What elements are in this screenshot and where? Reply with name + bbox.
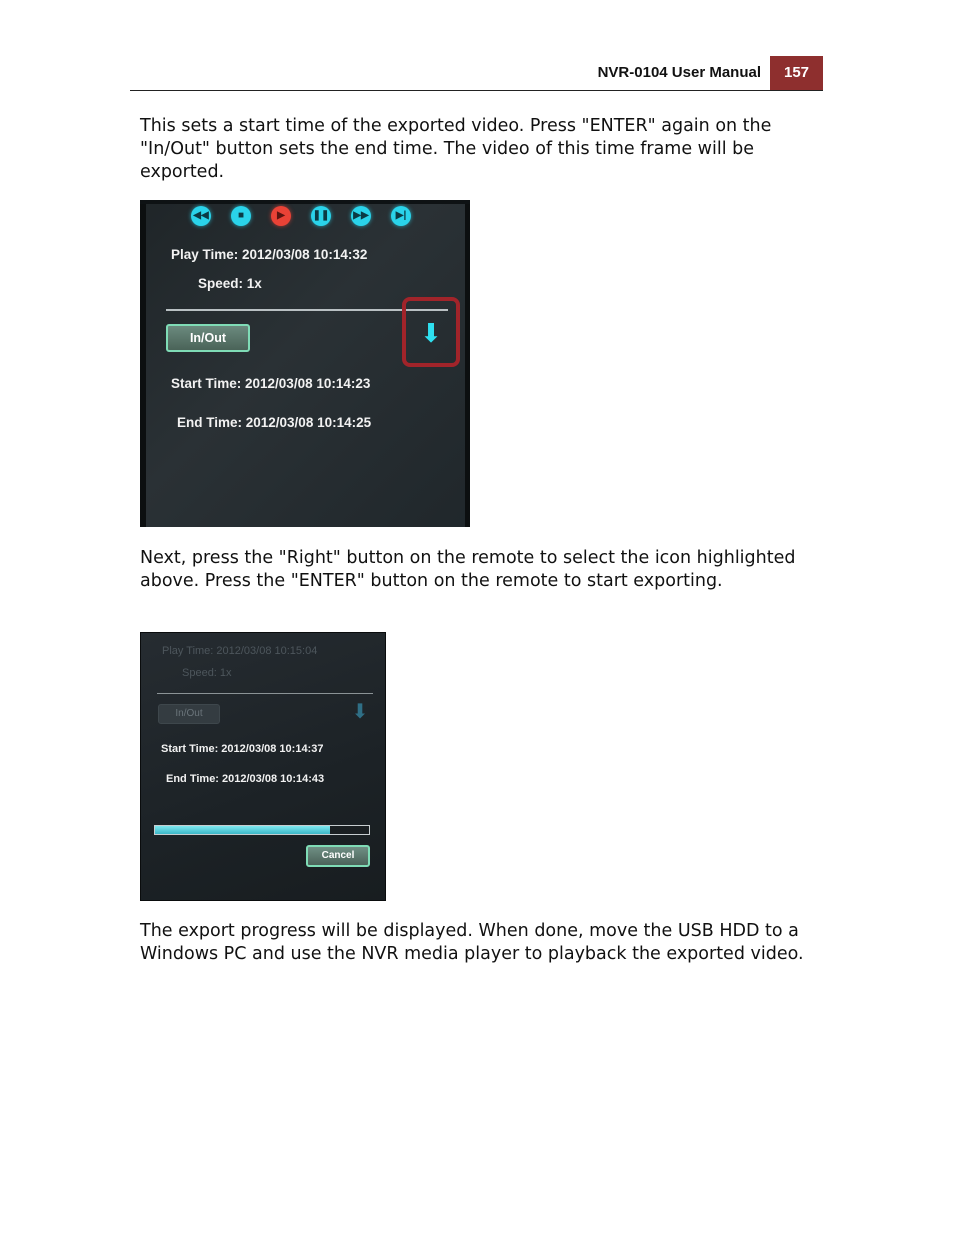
in-out-button-disabled[interactable]: In/Out: [158, 704, 220, 724]
photo-frame-right: [465, 200, 470, 527]
export-progress-fill: [155, 826, 330, 834]
panel-divider: [157, 693, 373, 694]
screenshot-export-setup: [140, 200, 470, 527]
page-number-badge: 157: [770, 56, 823, 90]
fast-forward-icon[interactable]: ▶▶: [351, 206, 371, 226]
rewind-icon[interactable]: ◀◀: [191, 206, 211, 226]
header-rule: [130, 90, 823, 91]
export-download-icon[interactable]: ⬇: [420, 318, 442, 348]
start-time-label: Start Time: 2012/03/08 10:14:37: [161, 743, 324, 755]
paragraph-export-done: The export progress will be displayed. When done, move the USB HDD to a Windows PC and use the NVR media player to playback the exported video.: [140, 921, 804, 964]
manual-title: NVR-0104 User Manual: [597, 64, 761, 81]
start-time-label: Start Time: 2012/03/08 10:14:23: [171, 376, 371, 391]
end-time-label: End Time: 2012/03/08 10:14:43: [166, 773, 325, 785]
stop-icon[interactable]: ■: [231, 206, 251, 226]
speed-label-dim: Speed: 1x: [182, 667, 232, 679]
pause-icon[interactable]: ❚❚: [311, 206, 331, 226]
next-frame-icon[interactable]: ▶|: [391, 206, 411, 226]
photo-frame-top: [140, 200, 470, 204]
in-out-button[interactable]: In/Out: [166, 324, 250, 352]
screenshot-export-progress: [140, 632, 386, 901]
export-download-icon-dim: ⬇: [351, 701, 369, 723]
play-icon[interactable]: ▶: [271, 206, 291, 226]
export-progress-bar: [154, 825, 370, 835]
cancel-button[interactable]: Cancel: [306, 845, 370, 867]
photo-frame-left: [140, 200, 146, 527]
end-time-label: End Time: 2012/03/08 10:14:25: [177, 415, 372, 430]
speed-label: Speed: 1x: [198, 276, 262, 291]
play-time-label: Play Time: 2012/03/08 10:14:32: [171, 247, 368, 262]
play-time-label-dim: Play Time: 2012/03/08 10:15:04: [162, 645, 318, 657]
paragraph-select-icon: Next, press the "Right" button on the remote to select the icon highlighted above. Press the "ENTER" button on the remote to start exporting.: [140, 548, 796, 591]
paragraph-start-time: This sets a start time of the exported video. Press "ENTER" again on the "In/Out" button sets the end time. The video of this time frame will be exported.: [140, 116, 772, 182]
